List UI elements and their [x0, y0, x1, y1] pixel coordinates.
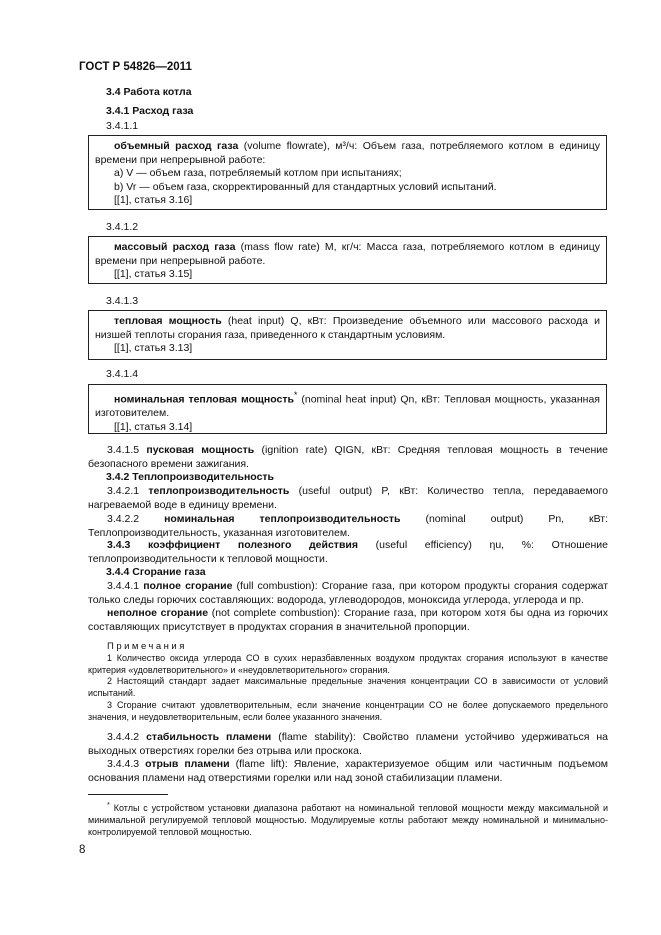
clause-number: 3.4.1.2	[106, 221, 139, 233]
definition-item-a: а) V — объем газа, потребляемый котлом при испытаниях;	[114, 167, 402, 180]
term: стабильность пламени	[146, 731, 272, 743]
definition: (ignition rate) QIGN, кВт: Средняя тепловая мощность в течение безопасного времени зажигания.	[88, 444, 608, 470]
note-3: 3 Сгорание считают удовлетворительным, если значение концентрации CO не более допускаемого предельного значения, и неудовлетворительным, если более указанного значения.	[88, 699, 608, 722]
definition: (full combustion): Сгорание газа, при котором продукты сгорания содержат только следы горючих составляющих: водорода, углеводородов, моноксида углерода, углерода и пр.	[88, 580, 609, 606]
clause-full-combustion	[88, 580, 608, 607]
clause-useful-output	[88, 485, 608, 512]
term: отрыв пламени	[145, 758, 230, 770]
definition: (not complete combustion): Сгорание газа, при котором хотя бы одна из горючих составляющих присутствует в продуктах сгорания в значительной пропорции.	[88, 607, 608, 633]
definition: (nominal heat input) Qn, кВт: Тепловая мощность, указанная изготовителем.	[95, 393, 600, 420]
section-heading-3-4-2: 3.4.2 Теплопроизводительность	[106, 471, 275, 483]
definition: (volume flowrate), м³/ч: Объем газа, потребляемого котлом в единицу времени при непрерывной работе:	[95, 140, 601, 166]
term: теплопроизводительность	[148, 485, 290, 497]
clause-number: 3.4.2.2	[107, 513, 140, 525]
term: пусковая мощность	[146, 444, 255, 456]
term-box-mass-flow-rate	[88, 236, 607, 284]
term: неполное сгорание	[107, 607, 209, 619]
reference: [[1], статья 3.16]	[114, 194, 193, 207]
definition-item-b: b) Vr — объем газа, скорректированный для стандартных условий испытаний.	[114, 180, 497, 193]
footnote-mark: *	[293, 390, 298, 400]
clause-number: 3.4.4.2	[107, 731, 140, 743]
term: полное сгорание	[143, 580, 233, 592]
notes-block	[88, 641, 608, 724]
clause-number: 3.4.1.4	[106, 368, 139, 380]
clause-number: 3.4.2.1	[107, 485, 140, 497]
clause-incomplete-combustion	[88, 607, 608, 634]
note-2: 2 Настоящий стандарт задает максимальные предельные значения концентрации CO в зависимости от условий испытаний.	[88, 676, 608, 699]
clause-number: 3.4.1.5	[107, 444, 140, 456]
definition: (useful output) P, кВт: Количество тепла, передаваемого нагреваемой воде в единицу времени.	[88, 485, 608, 511]
definition: (heat input) Q, кВт: Произведение объемного или массового расхода и низшей теплоты сгорания газа, приведенного к стандартным условиям.	[95, 315, 600, 341]
term: объемный расход газа	[114, 140, 239, 152]
note-1: 1 Количество оксида углерода CO в сухих неразбавленных воздухом продуктах сгорания используют в качестве критерия «удовлетворительного» и «неудовлетворительного» сгорания.	[88, 652, 608, 675]
footnote-divider	[88, 794, 168, 795]
clause-number: 3.4.3	[107, 539, 131, 551]
term-box-nominal-heat-input	[88, 384, 607, 434]
term-box-heat-input	[88, 310, 607, 360]
definition: (flame lift): Явление, характеризуемое общим или частичным подъемом основания пламени над отверстиями горелки или над зоной стабилизации пламени.	[88, 758, 608, 784]
clause-number: 3.4.4.3	[107, 758, 140, 770]
footnote	[88, 799, 608, 838]
clause-number: 3.4.1.1	[106, 120, 139, 132]
clause-useful-efficiency	[88, 539, 608, 566]
clause-number: 3.4.1.3	[106, 295, 139, 307]
notes-title: Примечания	[107, 641, 187, 652]
section-heading-3-4: 3.4 Работа котла	[106, 86, 192, 98]
definition: (mass flow rate) M, кг/ч: Масса газа, потребляемого котлом в единицу времени при непрерывной работе.	[95, 241, 600, 267]
definition: (useful efficiency) ηu, %: Отношение теплопроизводительности к тепловой мощности.	[88, 539, 608, 565]
term: массовый расход газа	[114, 241, 236, 253]
term: номинальная теплопроизводительность	[164, 513, 401, 525]
term: коэффициент полезного действия	[148, 539, 358, 551]
clause-ignition-rate	[88, 444, 608, 471]
footnote-mark: *	[107, 800, 110, 809]
term: тепловая мощность	[114, 315, 222, 327]
reference: [[1], статья 3.15]	[114, 268, 193, 281]
definition: (nominal output) Pn, кВт: Теплопроизводительность, указанная изготовителем.	[88, 513, 609, 539]
clause-nominal-output	[88, 513, 608, 540]
clause-number: 3.4.4.1	[107, 580, 140, 592]
section-heading-3-4-4: 3.4.4 Сгорание газа	[106, 566, 206, 578]
reference: [[1], статья 3.14]	[114, 420, 193, 433]
clause-flame-lift	[88, 758, 608, 785]
footnote-text: Котлы с устройством установки диапазона работают на номинальной тепловой мощности между максимальной и минимальной регулируемой тепловой мощностью. Модулируемые котлы работают между номинальной и минимально-контролируемой тепловой мощностью.	[88, 803, 608, 837]
section-heading-3-4-1: 3.4.1 Расход газа	[106, 105, 194, 117]
document-header: ГОСТ Р 54826—2011	[79, 61, 192, 73]
page-number: 8	[79, 844, 86, 856]
definition: (flame stability): Свойство пламени устойчиво удерживаться на выходных отверстиях горелки без отрыва или проскока.	[88, 731, 609, 757]
term-box-volume-flowrate	[88, 135, 607, 210]
clause-flame-stability	[88, 731, 608, 758]
reference: [[1], статья 3.13]	[114, 342, 193, 355]
term: номинальная тепловая мощность	[114, 393, 294, 406]
